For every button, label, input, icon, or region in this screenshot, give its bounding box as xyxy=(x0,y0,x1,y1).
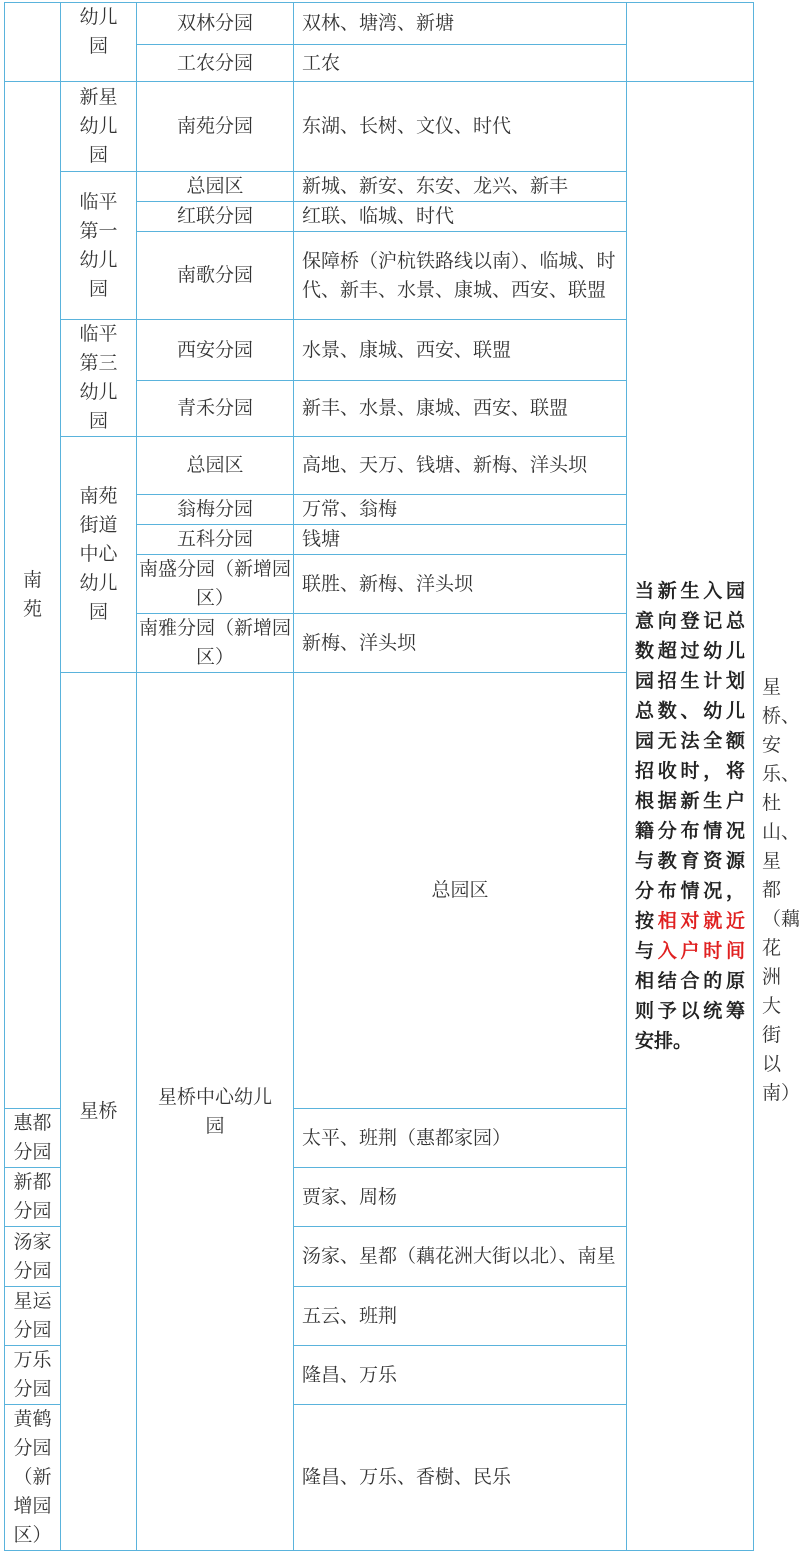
area-cell: 东湖、长树、文仪、时代 xyxy=(294,82,627,172)
assignment-table-wrapper xyxy=(4,2,800,1551)
branch-cell: 万乐分园 xyxy=(5,1346,61,1405)
district-cell: 星桥 xyxy=(61,673,137,1551)
school-district-table xyxy=(4,2,800,1551)
note-text-connector: 与 xyxy=(635,940,658,962)
branch-cell: 南盛分园（新增园区） xyxy=(137,555,294,614)
area-cell: 联胜、新梅、洋头坝 xyxy=(294,555,627,614)
area-cell: 保障桥（沪杭铁路线以南）、临城、时代、新丰、水景、康城、西安、联盟 xyxy=(294,232,627,320)
area-cell: 工农 xyxy=(294,45,627,82)
branch-cell: 五科分园 xyxy=(137,525,294,555)
branch-cell: 总园区 xyxy=(137,172,294,202)
kindergarten-cell: 幼儿园 xyxy=(61,3,137,82)
area-cell: 新城、新安、东安、龙兴、新丰 xyxy=(294,172,627,202)
area-cell: 隆昌、万乐 xyxy=(294,1346,627,1405)
note-cell-top xyxy=(627,3,754,82)
branch-cell: 新都分园 xyxy=(5,1168,61,1227)
table-row: 星桥 星桥中心幼儿园 总园区 星桥、安乐、杜山、星都（藕花洲大街以南） xyxy=(5,673,754,1109)
area-cell: 太平、班荆（惠都家园） xyxy=(294,1109,627,1168)
kindergarten-cell: 临平第一幼儿园 xyxy=(61,172,137,320)
note-cell xyxy=(627,82,754,1551)
kindergarten-cell: 新星幼儿园 xyxy=(61,82,137,172)
branch-cell: 汤家分园 xyxy=(5,1227,61,1287)
note-text-end: 相结合的原则予以统筹安排。 xyxy=(635,970,745,1052)
branch-cell: 西安分园 xyxy=(137,320,294,381)
area-cell: 万常、翁梅 xyxy=(294,495,627,525)
area-cell: 贾家、周杨 xyxy=(294,1168,627,1227)
branch-cell: 双林分园 xyxy=(137,3,294,45)
area-cell: 钱塘 xyxy=(294,525,627,555)
area-cell: 新梅、洋头坝 xyxy=(294,614,627,673)
area-cell: 汤家、星都（藕花洲大街以北）、南星 xyxy=(294,1227,627,1287)
note-highlight-residence-time: 入户时间 xyxy=(657,940,745,962)
branch-cell: 惠都分园 xyxy=(5,1109,61,1168)
district-cell: 南苑 xyxy=(5,82,61,1109)
kindergarten-cell: 南苑街道中心幼儿园 xyxy=(61,437,137,673)
branch-cell: 南苑分园 xyxy=(137,82,294,172)
district-cell xyxy=(5,3,61,82)
branch-cell: 南雅分园（新增园区） xyxy=(137,614,294,673)
table-row xyxy=(5,82,754,172)
branch-cell: 南歌分园 xyxy=(137,232,294,320)
kindergarten-cell: 星桥中心幼儿园 xyxy=(137,673,294,1551)
branch-cell: 工农分园 xyxy=(137,45,294,82)
note-text: 当新生入园意向登记总数超过幼儿园招生计划总数、幼儿园无法全额招收时，将根据新生户籍分布情况与教育资源分布情况，按 xyxy=(635,580,745,932)
table-row xyxy=(5,3,754,45)
branch-cell: 星运分园 xyxy=(5,1287,61,1346)
area-cell: 新丰、水景、康城、西安、联盟 xyxy=(294,381,627,437)
branch-cell: 总园区 xyxy=(294,673,627,1109)
kindergarten-cell: 临平第三幼儿园 xyxy=(61,320,137,437)
area-cell: 双林、塘湾、新塘 xyxy=(294,3,627,45)
branch-cell: 红联分园 xyxy=(137,202,294,232)
branch-cell: 黄鹤分园（新增园区） xyxy=(5,1405,61,1551)
area-cell: 隆昌、万乐、香樹、民乐 xyxy=(294,1405,627,1551)
area-cell: 红联、临城、时代 xyxy=(294,202,627,232)
branch-cell: 翁梅分园 xyxy=(137,495,294,525)
note-highlight-proximity: 相对就近 xyxy=(657,910,745,932)
area-cell: 水景、康城、西安、联盟 xyxy=(294,320,627,381)
branch-cell: 总园区 xyxy=(137,437,294,495)
area-cell: 高地、天万、钱塘、新梅、洋头坝 xyxy=(294,437,627,495)
area-cell: 五云、班荆 xyxy=(294,1287,627,1346)
branch-cell: 青禾分园 xyxy=(137,381,294,437)
